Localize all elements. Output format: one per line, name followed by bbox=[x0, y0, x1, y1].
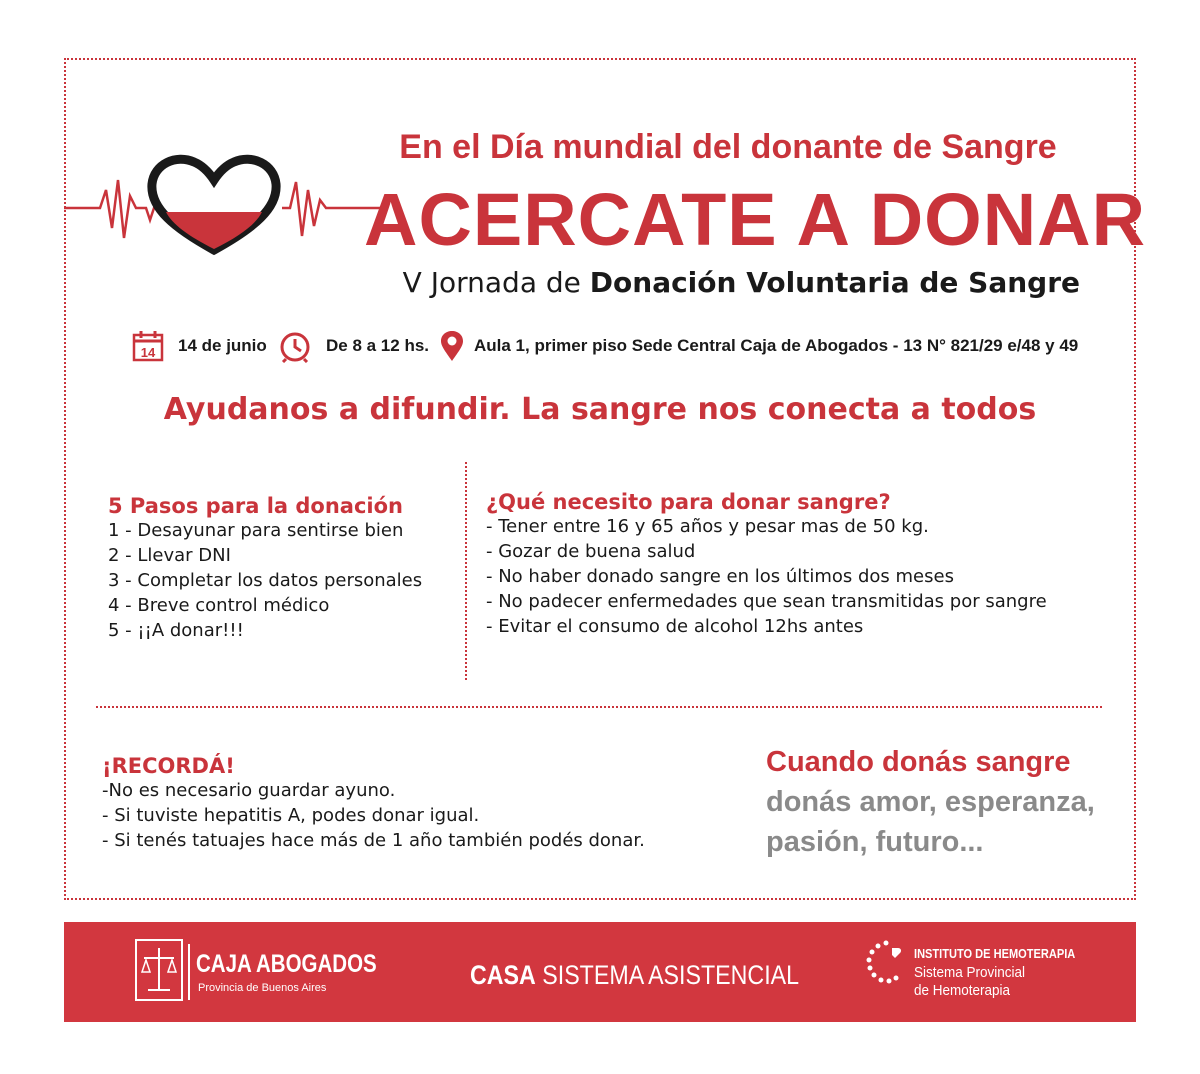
calendar-icon bbox=[132, 330, 164, 362]
closing-message bbox=[766, 742, 1095, 862]
tagline: Ayudanos a difundir. La sangre nos conecta a todos bbox=[163, 392, 1037, 427]
list-item: 1 - Desayunar para sentirse bien bbox=[108, 520, 404, 541]
list-item: - Evitar el consumo de alcohol 12hs antes bbox=[486, 616, 864, 637]
institute-title: INSTITUTO DE HEMOTERAPIA bbox=[914, 946, 1076, 961]
caja-logo-icon bbox=[134, 938, 184, 1002]
closing-line-1: Cuando donás sangre bbox=[766, 746, 1071, 778]
closing-line-3: pasión, futuro... bbox=[766, 826, 984, 858]
caja-name: CAJA ABOGADOS bbox=[196, 950, 377, 978]
location-pin-icon bbox=[440, 330, 464, 362]
reminder-title: ¡RECORDÁ! bbox=[102, 754, 235, 778]
casa-logo-text: CASA SISTEMA ASISTENCIAL bbox=[470, 960, 800, 990]
caja-subtitle: Provincia de Buenos Aires bbox=[198, 982, 327, 994]
heartbeat-heart-icon bbox=[64, 150, 384, 260]
list-item: - Tener entre 16 y 65 años y pesar mas de 50 kg. bbox=[486, 516, 929, 537]
horizontal-divider bbox=[96, 706, 1102, 708]
list-item: - Si tenés tatuajes hace más de 1 año también podés donar. bbox=[102, 830, 645, 851]
closing-line-2: donás amor, esperanza, bbox=[766, 786, 1095, 818]
event-location bbox=[440, 326, 1078, 366]
clock-icon bbox=[278, 329, 312, 363]
list-item: - No haber donado sangre en los últimos dos meses bbox=[486, 566, 954, 587]
vertical-divider bbox=[465, 462, 467, 680]
steps-title: 5 Pasos para la donación bbox=[108, 494, 403, 518]
list-item: 3 - Completar los datos personales bbox=[108, 570, 423, 591]
list-item: 2 - Llevar DNI bbox=[108, 545, 231, 566]
list-item: - Si tuviste hepatitis A, podes donar igual. bbox=[102, 805, 480, 826]
list-item: - No padecer enfermedades que sean transmitidas por sangre bbox=[486, 591, 1047, 612]
footer-bar bbox=[64, 922, 1136, 1022]
list-item: 5 - ¡¡A donar!!! bbox=[108, 620, 244, 641]
main-title: ACERCATE A DONAR bbox=[364, 178, 1147, 261]
headline: En el Día mundial del donante de Sangre bbox=[399, 128, 1057, 166]
svg-text:14: 14 bbox=[140, 345, 156, 360]
time-text: De 8 a 12 hs. bbox=[326, 336, 430, 355]
institute-subtitle: Sistema Provincial de Hemoterapia bbox=[914, 964, 1026, 999]
date-text: 14 de junio bbox=[178, 336, 267, 355]
list-item: -No es necesario guardar ayuno. bbox=[102, 780, 396, 801]
list-item: 4 - Breve control médico bbox=[108, 595, 330, 616]
requirements-title: ¿Qué necesito para donar sangre? bbox=[486, 490, 891, 514]
location-text: Aula 1, primer piso Sede Central Caja de Abogados - 13 N° 821/29 e/48 y 49 bbox=[474, 336, 1079, 355]
steps-section bbox=[108, 494, 422, 643]
requirements-section bbox=[486, 490, 1047, 639]
list-item: - Gozar de buena salud bbox=[486, 541, 696, 562]
hemoterapia-logo-icon bbox=[866, 940, 904, 984]
subtitle: V Jornada de Donación Voluntaria de Sangre bbox=[402, 266, 1080, 299]
event-date bbox=[132, 326, 267, 366]
event-time bbox=[278, 326, 429, 366]
reminder-section bbox=[102, 754, 645, 853]
footer-divider bbox=[188, 944, 190, 1000]
